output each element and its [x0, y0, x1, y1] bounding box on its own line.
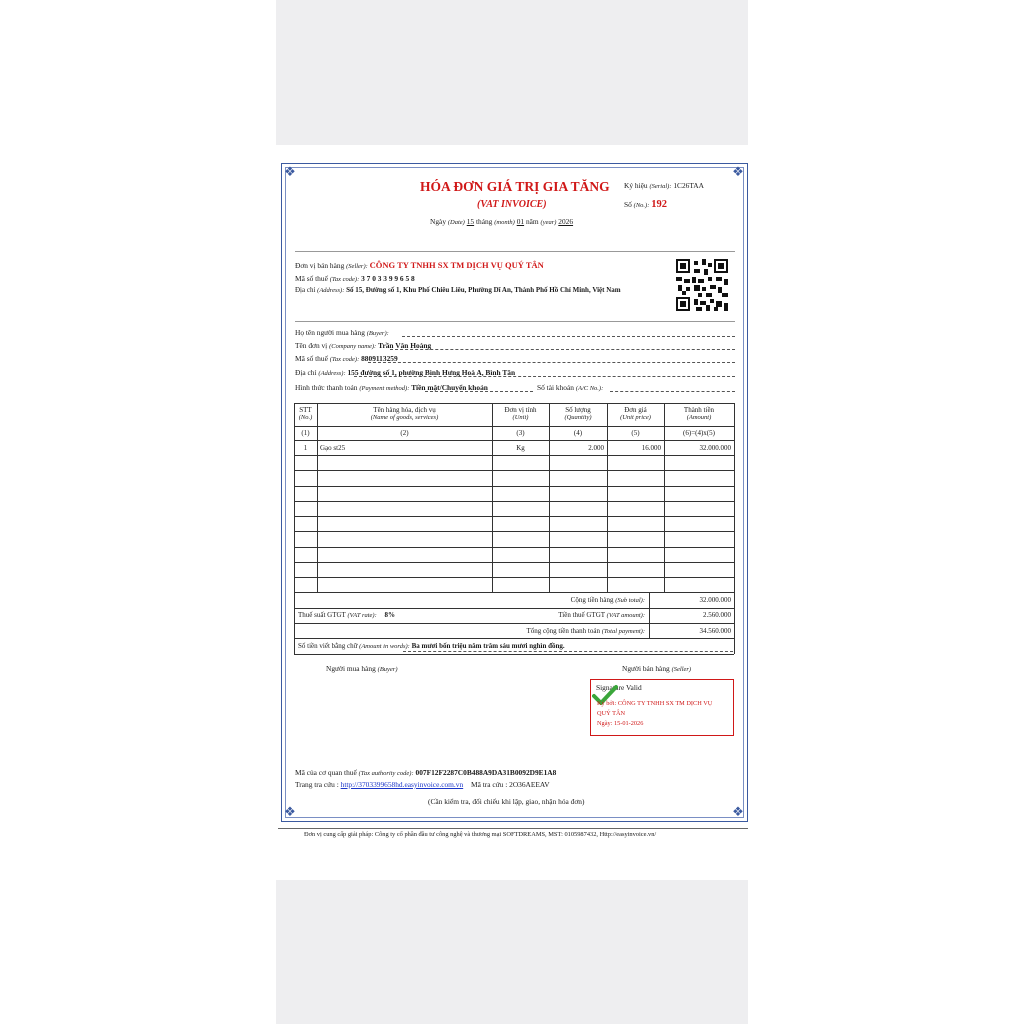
row-amount: 32.000.000 — [699, 444, 731, 452]
row-unit-price: 16.000 — [641, 444, 661, 452]
header-index: (5) — [631, 429, 640, 437]
header-index: (6)=(4)x(5) — [683, 429, 715, 437]
subtotal-value: 32.000.000 — [699, 596, 731, 604]
buyer-tax-code: Mã số thuế (Tax code): 8809113259 — [295, 354, 398, 363]
signature-valid: Signature Valid — [596, 683, 642, 692]
row-unit: Kg — [516, 444, 525, 452]
solution-provider: Đơn vị cung cấp giải pháp: Công ty cổ phần đầu tư công nghệ và thương mại SOFTDREAMS, MST: 0105987432, Http://easyinvoice.vn/ — [304, 831, 657, 838]
seller-signature-label: Người bán hàng (Seller) — [622, 664, 692, 673]
invoice-title: HÓA ĐƠN GIÁ TRỊ GIA TĂNG — [420, 179, 610, 194]
row-quantity: 2.000 — [588, 444, 604, 452]
header-index: (4) — [573, 429, 583, 437]
buyer-name: Họ tên người mua hàng (Buyer): — [295, 328, 389, 337]
total-label: Tổng cộng tiền thanh toán (Total payment): — [526, 627, 645, 635]
header-index: (1) — [301, 429, 310, 437]
buyer-address: Địa chỉ (Address): 155 đường số 1, phường Bình Hưng Hoà A, Bình Tân — [295, 368, 516, 377]
header-unit: Đơn vị tính (Unit) — [504, 406, 537, 421]
vat-amount-label: Tiền thuế GTGT (VAT amount): — [558, 611, 645, 619]
row-no: 1 — [303, 444, 308, 452]
seller-address: Địa chỉ (Address): Số 15, Đường số 1, Khu Phố Chiêu Liêu, Phường Dĩ An, Thành Phố Hồ Chí Minh, Việt Nam — [295, 286, 621, 294]
seller-tax-code: Mã số thuế (Tax code): 3 7 0 3 3 9 9 6 5 8 — [295, 274, 415, 283]
ornament-corner-icon: ❖ — [732, 164, 744, 179]
invoice-date: Ngày (Date) 15 tháng (month) 01 năm (year) 2026 — [430, 217, 574, 226]
tax-authority-code: Mã của cơ quan thuế (Tax authority code): 007F12F2287C0B488A9DA31B0092D9E1A8 — [295, 768, 557, 777]
header-unit-price: Đơn giá (Unit price) — [620, 406, 651, 421]
header-no: STT (No.) — [298, 406, 313, 421]
header-amount: Thành tiền (Amount) — [683, 406, 715, 421]
invoice-subtitle: (VAT INVOICE) — [477, 199, 547, 210]
background-bottom — [276, 880, 748, 1024]
signed-by-line2: QUÝ TÂN — [597, 710, 626, 717]
ornament-corner-icon: ❖ — [284, 804, 296, 819]
qr-code-icon — [676, 259, 728, 311]
lookup-link[interactable]: http://3703399658hd.easyinvoice.com.vn — [340, 780, 464, 789]
payment-method: Hình thức thanh toán (Payment method): Tiền mặt/Chuyển khoản — [295, 383, 488, 392]
seller-name: Đơn vị bán hàng (Seller): CÔNG TY TNHH SX TM DỊCH VỤ QUÝ TÂN — [295, 260, 544, 270]
ornament-corner-icon: ❖ — [284, 164, 296, 179]
subtotal-label: Cộng tiền hàng (Sub total): — [570, 596, 645, 604]
header-index: (3) — [516, 429, 525, 437]
row-name: Gạo st25 — [320, 444, 346, 452]
header-name: Tên hàng hóa, dịch vụ (Name of goods, services) — [370, 406, 439, 421]
background-top — [276, 0, 748, 145]
ornament-corner-icon: ❖ — [732, 804, 744, 819]
account-number: Số tài khoản (A/C No.): — [537, 383, 604, 392]
vat-rate: Thuế suất GTGT (VAT rate): 8% — [298, 611, 396, 619]
check-note: (Cần kiểm tra, đối chiếu khi lập, giao, nhận hóa đơn) — [428, 797, 585, 806]
signed-by: Ký bởi: CÔNG TY TNHH SX TM DỊCH VỤ — [597, 700, 713, 707]
invoice-number: Số (No.): 192 — [624, 199, 667, 210]
header-quantity: Số lượng (Quantity) — [564, 406, 592, 421]
buyer-signature-label: Người mua hàng (Buyer) — [326, 664, 398, 673]
header-index: (2) — [400, 429, 409, 437]
serial: Ký hiệu (Serial): 1C26TAA — [624, 181, 704, 190]
vat-amount-value: 2.560.000 — [703, 611, 731, 619]
buyer-company: Tên đơn vị (Company name): Trần Văn Hoàng — [295, 341, 432, 350]
lookup-info: Trang tra cứu : http://3703399658hd.easyinvoice.com.vn Mã tra cứu : 2O36AEEAV — [295, 780, 550, 789]
amount-in-words: Số tiền viết bằng chữ (Amount in words): Ba mươi bốn triệu năm trăm sáu mươi nghìn đồng. — [298, 642, 565, 650]
total-value: 34.560.000 — [699, 627, 731, 635]
signed-date: Ngày: 15-01-2026 — [597, 720, 644, 727]
